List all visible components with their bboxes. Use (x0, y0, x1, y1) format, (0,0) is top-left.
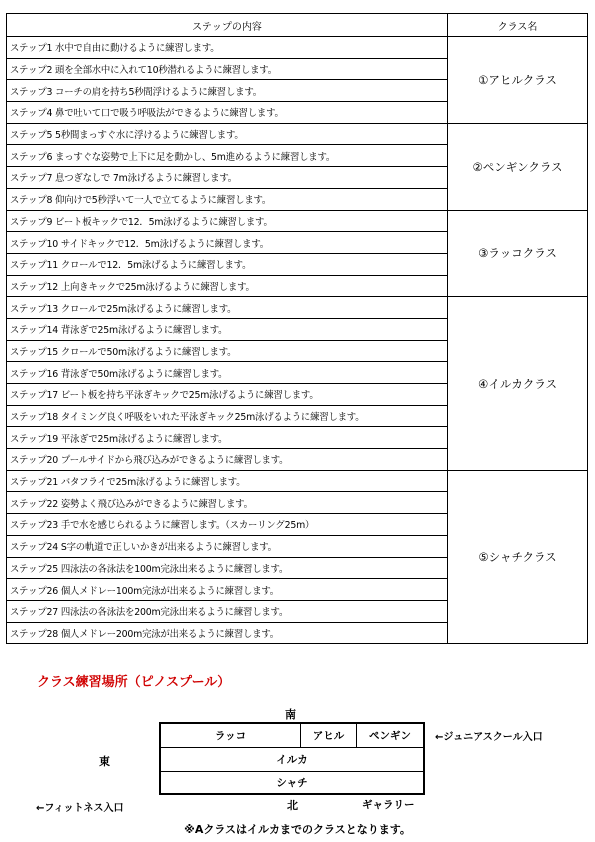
step-cell: ステップ15 クロールで50m泳げるように練習します。 (7, 340, 448, 362)
south-label: 南 (285, 708, 296, 721)
pool-map (159, 722, 425, 795)
step-cell: ステップ18 タイミング良く呼吸をいれた平泳ぎキック25m泳げるように練習します。 (7, 405, 448, 427)
lane-rakko: ラッコ (161, 724, 301, 748)
step-cell: ステップ19 平泳ぎで25m泳げるように練習します。 (7, 427, 448, 449)
lane-penguin: ペンギン (357, 724, 423, 748)
north-label: 北 (287, 799, 298, 812)
fitness-entrance-label: ←フィットネス入口 (36, 803, 124, 814)
lane-ahiru: アヒル (301, 724, 357, 748)
step-cell: ステップ10 サイドキックで12．5m泳げるように練習します。 (7, 232, 448, 254)
step-cell: ステップ7 息つぎなしで 7m泳げるように練習します。 (7, 167, 448, 189)
step-cell: ステップ25 四泳法の各泳法を100m完泳出来るように練習します。 (7, 557, 448, 579)
step-cell: ステップ3 コーチの肩を持ち5秒間浮けるように練習します。 (7, 80, 448, 102)
step-cell: ステップ6 まっすぐな姿勢で上下に足を動かし、5m進めるように練習します。 (7, 145, 448, 167)
step-cell: ステップ16 背泳ぎで50m泳げるように練習します。 (7, 362, 448, 384)
class-name-cell: ②ペンギンクラス (448, 123, 588, 210)
step-cell: ステップ1 水中で自由に動けるように練習します。 (7, 37, 448, 59)
lane-iruka: イルカ (161, 748, 423, 772)
step-cell: ステップ2 頭を全部水中に入れて10秒潜れるように練習します。 (7, 58, 448, 80)
location-title: クラス練習場所（ピノスプール） (37, 675, 231, 690)
step-cell: ステップ21 バタフライで25m泳げるように練習します。 (7, 470, 448, 492)
header-step-content: ステップの内容 (7, 14, 448, 37)
table-row (7, 297, 588, 319)
step-cell: ステップ17 ビート板を持ち平泳ぎキックで25m泳げるように練習します。 (7, 384, 448, 406)
step-cell: ステップ28 個人メドレー200m完泳が出来るように練習します。 (7, 622, 448, 644)
step-cell: ステップ11 クロールで12．5m泳げるように練習します。 (7, 253, 448, 275)
step-class-table (6, 13, 588, 644)
table-row (7, 210, 588, 232)
step-cell: ステップ24 S字の軌道で正しいかきが出来るように練習します。 (7, 535, 448, 557)
step-cell: ステップ20 プールサイドから飛び込みができるように練習します。 (7, 449, 448, 471)
gallery-label: ギャラリー (362, 799, 415, 811)
step-cell: ステップ12 上向きキックで25m泳げるように練習します。 (7, 275, 448, 297)
class-name-cell: ⑤シャチクラス (448, 470, 588, 644)
table-header-row (7, 14, 588, 37)
class-name-cell: ①アヒルクラス (448, 37, 588, 124)
step-cell: ステップ8 仰向けで5秒浮いて一人で立てるように練習します。 (7, 188, 448, 210)
step-cell: ステップ27 四泳法の各泳法を200m完泳出来るように練習します。 (7, 600, 448, 622)
step-cell: ステップ13 クロールで25m泳げるように練習します。 (7, 297, 448, 319)
junior-school-entrance-label: ←ジュニアスクール入口 (435, 732, 543, 743)
header-class-name: クラス名 (448, 14, 588, 37)
class-name-cell: ④イルカクラス (448, 297, 588, 471)
class-note: ※Aクラスはイルカまでのクラスとなります。 (184, 823, 411, 836)
step-cell: ステップ4 鼻で吐いて口で吸う呼吸法ができるように練習します。 (7, 102, 448, 124)
table-row (7, 37, 588, 59)
lane-shachi: シャチ (276, 777, 308, 789)
table-row (7, 123, 588, 145)
class-name-cell: ③ラッコクラス (448, 210, 588, 297)
step-cell: ステップ5 5秒間まっすぐ水に浮けるように練習します。 (7, 123, 448, 145)
east-label: 東 (99, 755, 110, 768)
table-row (7, 470, 588, 492)
step-cell: ステップ23 手で水を感じられるように練習します。（スカーリング25m） (7, 514, 448, 536)
step-cell: ステップ14 背泳ぎで25m泳げるように練習します。 (7, 318, 448, 340)
step-cell: ステップ26 個人メドレー100m完泳が出来るように練習します。 (7, 579, 448, 601)
step-cell: ステップ22 姿勢よく飛び込みができるように練習します。 (7, 492, 448, 514)
step-cell: ステップ9 ビート板キックで12．5m泳げるように練習します。 (7, 210, 448, 232)
